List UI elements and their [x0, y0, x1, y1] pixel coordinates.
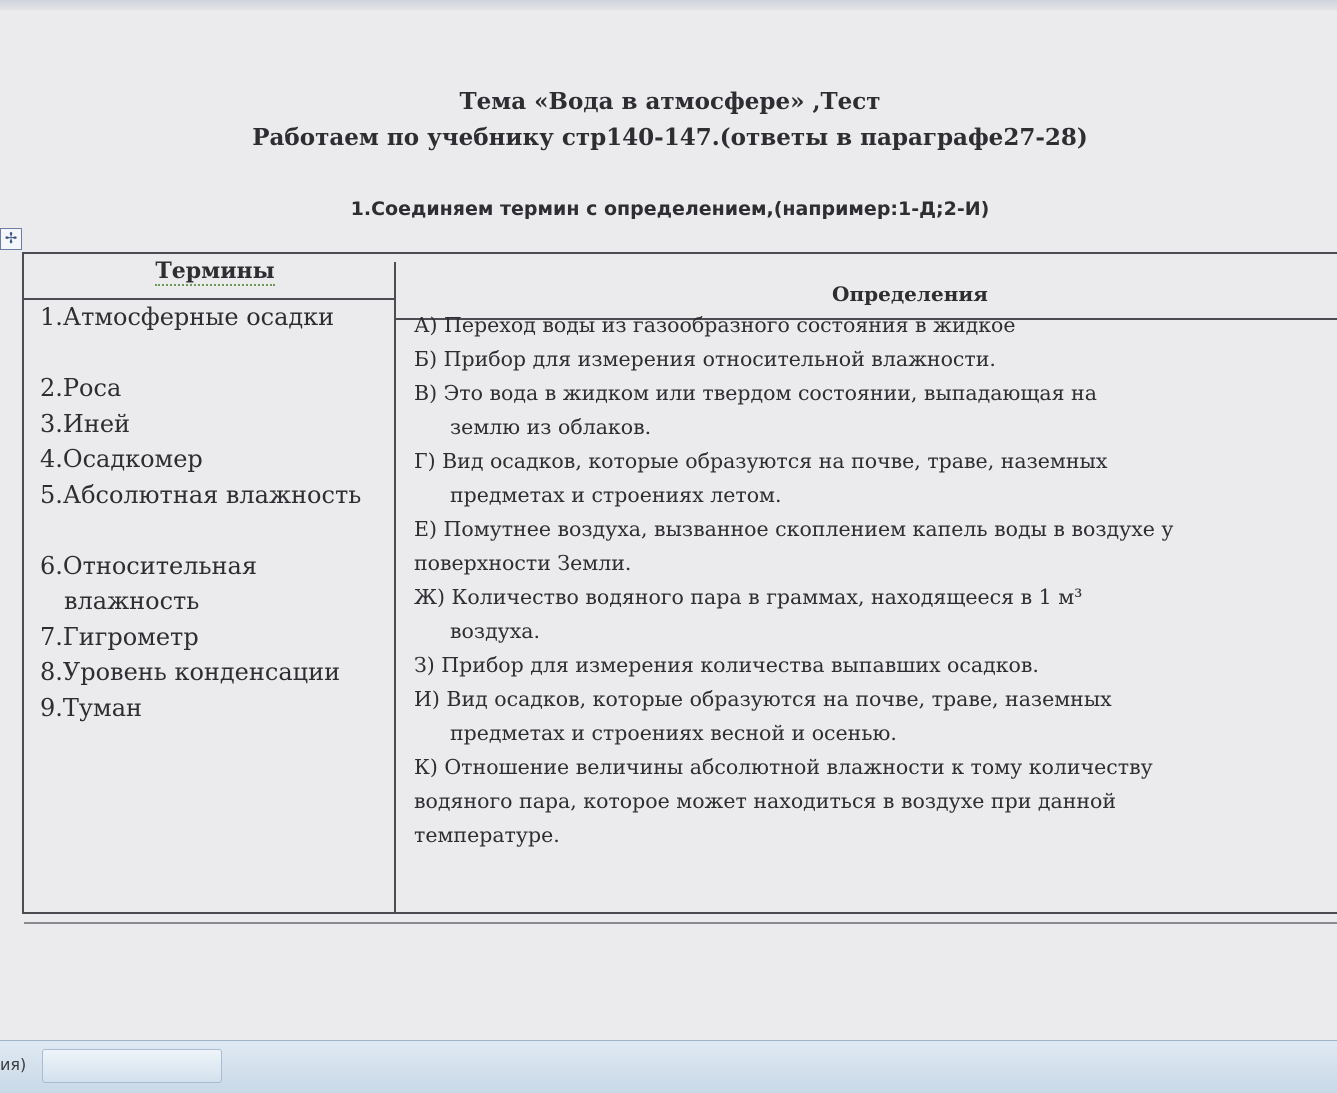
definition-continuation: воздуха.: [450, 619, 541, 643]
term-item: 4.Осадкомер: [40, 445, 203, 473]
definition-text: А) Переход воды из газообразного состояния в жидкое: [414, 313, 1016, 337]
definition-text: Е) Помутнее воздуха, вызванное скоплением капель воды в воздухе у: [414, 517, 1174, 541]
definition-item: [414, 342, 1314, 376]
definition-item: [414, 376, 1314, 444]
term-item: 8.Уровень конденсации: [40, 658, 341, 686]
page-bottom-line: [24, 922, 1337, 924]
definition-text: Г) Вид осадков, которые образуются на почве, траве, наземных: [414, 449, 1108, 473]
definition-item: [414, 648, 1314, 682]
definitions-list: [414, 308, 1314, 852]
term-item: 7.Гигрометр: [40, 622, 199, 651]
definition-text: З) Прибор для измерения количества выпавших осадков.: [414, 653, 1039, 677]
task-instruction: 1.Соединяем термин с определением,(например:1-Д;2-И): [350, 198, 990, 220]
term-item: 3.Иней: [40, 409, 131, 438]
term-item: 1.Атмосферные осадки: [40, 303, 335, 331]
term-item: 5.Абсолютная влажность: [40, 480, 362, 509]
definition-item: [414, 308, 1314, 342]
definition-item: [414, 512, 1314, 580]
term-item: 9.Туман: [40, 693, 142, 722]
document-title: Тема «Вода в атмосфере» ,Тест: [459, 88, 881, 115]
definition-continuation: водяного пара, которое может находиться в воздухе при данной: [414, 789, 1117, 813]
definition-continuation: землю из облаков.: [450, 415, 652, 439]
definition-item: [414, 580, 1314, 648]
definition-continuation: предметах и строениях летом.: [450, 483, 782, 507]
definition-item: [414, 444, 1314, 512]
definition-continuation: температуре.: [414, 823, 560, 847]
definition-continuation: поверхности Земли.: [414, 551, 632, 575]
terms-list: [40, 300, 390, 726]
column-divider: [394, 262, 396, 914]
term-item: 6.Относительная влажность: [40, 551, 257, 615]
definition-text: И) Вид осадков, которые образуются на почве, траве, наземных: [414, 687, 1112, 711]
move-handle-icon[interactable]: ✢: [0, 228, 22, 250]
taskbar-label: ия): [0, 1055, 27, 1074]
definition-text: Б) Прибор для измерения относительной влажности.: [414, 347, 996, 371]
definitions-column-header: Определения: [832, 282, 988, 306]
definition-text: Ж) Количество водяного пара в граммах, находящееся в 1 м³: [414, 585, 1083, 609]
terms-column-header: [140, 258, 290, 284]
taskbar: [0, 1040, 1337, 1093]
definition-text: К) Отношение величины абсолютной влажности к тому количеству: [414, 755, 1153, 779]
terms-header-label: Термины: [155, 258, 275, 284]
definition-text: В) Это вода в жидком или твердом состоянии, выпадающая на: [414, 381, 1097, 405]
definition-item: [414, 750, 1314, 852]
definition-continuation: предметах и строениях весной и осенью.: [450, 721, 897, 745]
definition-item: [414, 682, 1314, 750]
taskbar-window-button[interactable]: [42, 1049, 222, 1083]
document-subtitle: Работаем по учебнику стр140-147.(ответы в параграфе27-28): [252, 124, 1088, 151]
term-item: 2.Роса: [40, 374, 122, 402]
